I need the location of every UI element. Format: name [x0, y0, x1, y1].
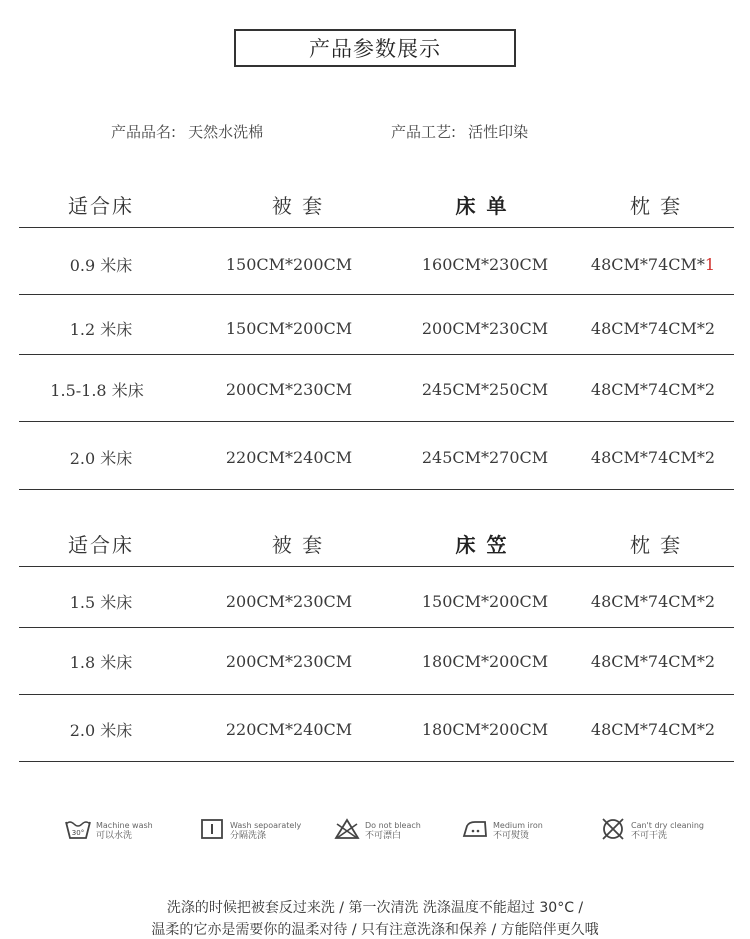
highlight-count: 1: [704, 254, 716, 274]
care-item-wash-separately: Wash sepoarately 分隔洗涤: [198, 816, 301, 846]
divider: [19, 761, 734, 762]
divider: [19, 627, 734, 628]
divider: [19, 354, 734, 355]
table-header: [19, 190, 734, 218]
table-row: [19, 651, 734, 671]
cell-bed-size: 1.8 米床: [69, 652, 133, 672]
table-row: [19, 719, 734, 739]
cell-fitted-sheet: 180CM*200CM: [421, 719, 549, 739]
do-not-bleach-icon: [333, 816, 361, 846]
cell-duvet-cover: 200CM*230CM: [225, 591, 353, 611]
cell-bed-size: 0.9 米床: [69, 255, 133, 275]
cell-duvet-cover: 200CM*230CM: [225, 379, 353, 399]
header-bed-size: 适合床: [68, 193, 134, 218]
table-row: [19, 318, 734, 338]
divider: [19, 566, 734, 567]
header-pillowcase: 枕 套: [629, 532, 683, 557]
product-name-info: [111, 121, 263, 142]
cell-duvet-cover: 220CM*240CM: [225, 447, 353, 467]
care-item-no-dry-cleaning: Can't dry cleaning 不可干洗: [599, 816, 704, 846]
svg-text:30°: 30°: [71, 829, 85, 837]
page-title: 产品参数展示: [234, 29, 516, 67]
wash-separately-icon: [198, 816, 226, 846]
divider: [19, 294, 734, 295]
product-craft-label: 产品工艺:: [391, 123, 457, 141]
no-dry-cleaning-icon: [599, 816, 627, 846]
table-row: [19, 379, 734, 399]
cell-pillowcase: 48CM*74CM*1: [590, 254, 716, 274]
table-row: [19, 591, 734, 611]
cell-bed-size: 1.5 米床: [69, 592, 133, 612]
machine-wash-30-icon: [64, 816, 92, 846]
cell-bed-sheet: 160CM*230CM: [421, 254, 549, 274]
cell-pillowcase: 48CM*74CM*2: [590, 318, 716, 338]
cell-duvet-cover: 150CM*200CM: [225, 318, 353, 338]
footer-line-1: 洗涤的时候把被套反过来洗 / 第一次清洗 洗涤温度不能超过 30°C /: [166, 900, 584, 916]
divider: [19, 694, 734, 695]
header-duvet-cover: 被 套: [271, 532, 325, 557]
product-craft-info: [391, 121, 528, 142]
cell-pillowcase: 48CM*74CM*2: [590, 447, 716, 467]
cell-pillowcase: 48CM*74CM*2: [590, 719, 716, 739]
cell-pillowcase: 48CM*74CM*2: [590, 591, 716, 611]
cell-pillowcase: 48CM*74CM*2: [590, 651, 716, 671]
header-bed-size: 适合床: [68, 532, 134, 557]
product-craft-value: 活性印染: [468, 123, 529, 141]
cell-pillowcase: 48CM*74CM*2: [590, 379, 716, 399]
header-pillowcase: 枕 套: [629, 193, 683, 218]
footer-line-2: 温柔的它亦是需要你的温柔对待 / 只有注意洗涤和保养 / 方能陪伴更久哦: [151, 922, 599, 938]
cell-bed-size: 2.0 米床: [69, 448, 133, 468]
divider: [19, 489, 734, 490]
header-bed-sheet: 床 单: [455, 193, 509, 218]
product-name-label: 产品品名:: [111, 123, 177, 141]
divider: [19, 421, 734, 422]
cell-duvet-cover: 220CM*240CM: [225, 719, 353, 739]
header-duvet-cover: 被 套: [271, 193, 325, 218]
table-row: [19, 254, 734, 274]
cell-bed-sheet: 245CM*270CM: [421, 447, 549, 467]
cell-bed-sheet: 245CM*250CM: [421, 379, 549, 399]
cell-fitted-sheet: 180CM*200CM: [421, 651, 549, 671]
table-header: [19, 529, 734, 557]
care-item-medium-iron: Medium iron 不可熨烫: [461, 816, 543, 846]
header-fitted-sheet: 床 笠: [455, 532, 509, 557]
cell-bed-size: 1.2 米床: [69, 319, 133, 339]
care-item-do-not-bleach: Do not bleach 不可漂白: [333, 816, 421, 846]
cell-duvet-cover: 150CM*200CM: [225, 254, 353, 274]
cell-fitted-sheet: 150CM*200CM: [421, 591, 549, 611]
divider: [19, 227, 734, 228]
care-item-machine-wash: 30° Machine wash 可以水洗: [64, 816, 153, 846]
medium-iron-icon: [461, 816, 489, 846]
cell-duvet-cover: 200CM*230CM: [225, 651, 353, 671]
product-name-value: 天然水洗棉: [188, 123, 264, 141]
cell-bed-size: 2.0 米床: [69, 720, 133, 740]
cell-bed-size: 1.5-1.8 米床: [50, 380, 144, 400]
table-row: [19, 447, 734, 467]
cell-bed-sheet: 200CM*230CM: [421, 318, 549, 338]
